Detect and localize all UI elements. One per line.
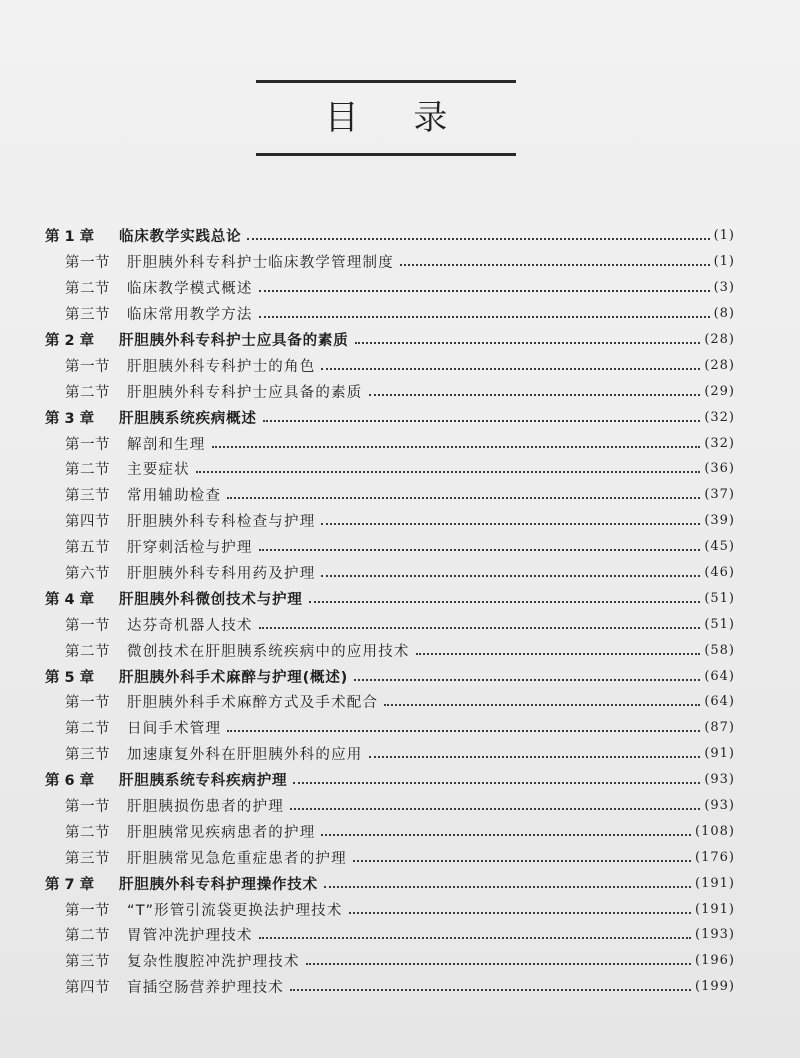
page-number: (93): [704, 798, 735, 814]
page-number: (196): [695, 953, 735, 969]
dot-leader: [259, 548, 701, 551]
dot-leader: [290, 807, 700, 810]
toc-section-entry: [45, 844, 735, 870]
section-number: 第五节: [65, 540, 110, 557]
section-title: 肝胆胰常见急危重症患者的护理: [127, 850, 347, 867]
dot-leader: [247, 237, 709, 240]
chapter-title: 临床教学实践总论: [119, 229, 242, 246]
section-title: 主要症状: [127, 462, 190, 479]
toc-section-entry: [45, 896, 735, 922]
dot-leader: [259, 315, 710, 318]
page-number: (1): [713, 228, 735, 244]
dot-leader: [416, 652, 701, 655]
chapter-number: 第 7 章: [45, 876, 95, 893]
toc-chapter-entry: [45, 767, 735, 793]
toc-section-entry: [45, 611, 735, 637]
toc-chapter-entry: [45, 663, 735, 689]
section-title: 肝胆胰外科专科护士临床教学管理制度: [127, 255, 394, 272]
dot-leader: [321, 522, 700, 525]
section-title: 肝胆胰外科专科用药及护理: [127, 566, 316, 583]
section-title: 临床常用教学方法: [127, 307, 253, 324]
section-number: 第三节: [65, 488, 110, 505]
section-number: 第一节: [65, 695, 110, 712]
section-title: 微创技术在肝胆胰系统疾病中的应用技术: [127, 643, 410, 660]
dot-leader: [259, 289, 710, 292]
toc-section-entry: [45, 689, 735, 715]
toc-section-entry: [45, 482, 735, 508]
section-title: 加速康复外科在肝胆胰外科的应用: [127, 747, 363, 764]
dot-leader: [355, 341, 701, 344]
dot-leader: [349, 911, 691, 914]
page-title: 目 录: [324, 98, 470, 138]
title-top-rule: [256, 80, 516, 83]
page-number: (91): [704, 746, 735, 762]
page-number: (199): [695, 979, 735, 995]
table-of-contents: [45, 223, 735, 1000]
toc-section-entry: [45, 948, 735, 974]
section-title: 肝胆胰外科手术麻醉方式及手术配合: [127, 695, 379, 712]
toc-section-entry: [45, 793, 735, 819]
section-title: 临床教学模式概述: [127, 281, 253, 298]
toc-section-entry: [45, 741, 735, 767]
section-number: 第二节: [65, 281, 110, 298]
dot-leader: [263, 419, 701, 422]
page-number: (45): [704, 539, 735, 555]
section-title: 达芬奇机器人技术: [127, 617, 253, 634]
section-title: 解剖和生理: [127, 436, 206, 453]
toc-section-entry: [45, 818, 735, 844]
toc-chapter-entry: [45, 585, 735, 611]
section-number: 第二节: [65, 462, 110, 479]
section-title: 肝穿刺活检与护理: [127, 540, 253, 557]
dot-leader: [290, 988, 691, 991]
page-number: (51): [704, 590, 735, 606]
section-number: 第一节: [65, 799, 110, 816]
section-title: 肝胆胰损伤患者的护理: [127, 799, 284, 816]
dot-leader: [309, 600, 701, 603]
page-number: (46): [704, 565, 735, 581]
page-number: (64): [704, 694, 735, 710]
toc-section-entry: [45, 508, 735, 534]
toc-section-entry: [45, 534, 735, 560]
section-number: 第三节: [65, 850, 110, 867]
page-number: (108): [695, 823, 735, 839]
dot-leader: [259, 936, 691, 939]
chapter-number: 第 5 章: [45, 669, 95, 686]
page-number: (87): [704, 720, 735, 736]
toc-chapter-entry: [45, 404, 735, 430]
section-number: 第一节: [65, 617, 110, 634]
section-number: 第一节: [65, 358, 110, 375]
page-number: (3): [713, 280, 735, 296]
page-number: (1): [713, 254, 735, 270]
page-number: (51): [704, 616, 735, 632]
page-number: (58): [704, 642, 735, 658]
section-title: 盲插空肠营养护理技术: [127, 980, 284, 997]
toc-chapter-entry: [45, 223, 735, 249]
dot-leader: [369, 755, 701, 758]
section-title: 胃管冲洗护理技术: [127, 928, 253, 945]
dot-leader: [321, 574, 700, 577]
toc-section-entry: [45, 922, 735, 948]
section-title: 肝胆胰常见疾病患者的护理: [127, 824, 316, 841]
section-number: 第三节: [65, 954, 110, 971]
toc-section-entry: [45, 637, 735, 663]
dot-leader: [321, 833, 691, 836]
section-title: 肝胆胰外科专科护士的角色: [127, 358, 316, 375]
toc-section-entry: [45, 715, 735, 741]
section-number: 第四节: [65, 980, 110, 997]
dot-leader: [369, 393, 701, 396]
dot-leader: [196, 470, 701, 473]
page-number: (176): [695, 849, 735, 865]
dot-leader: [212, 445, 701, 448]
toc-section-entry: [45, 378, 735, 404]
dot-leader: [259, 626, 701, 629]
section-number: 第二节: [65, 721, 110, 738]
page-number: (29): [704, 383, 735, 399]
dot-leader: [227, 496, 700, 499]
section-number: 第四节: [65, 514, 110, 531]
page-number: (28): [704, 332, 735, 347]
page-number: (191): [695, 901, 735, 917]
dot-leader: [400, 263, 710, 266]
section-title: 肝胆胰外科专科护士应具备的素质: [127, 384, 363, 401]
section-title: “T”形管引流袋更换法护理技术: [127, 902, 343, 919]
title-block: [256, 80, 516, 156]
title-bottom-rule: [256, 153, 516, 156]
section-number: 第三节: [65, 747, 110, 764]
dot-leader: [354, 678, 700, 681]
chapter-title: 肝胆胰外科专科护士应具备的素质: [119, 333, 349, 349]
dot-leader: [306, 962, 691, 965]
toc-chapter-entry: [45, 327, 735, 353]
chapter-title: 肝胆胰外科微创技术与护理: [119, 591, 303, 608]
section-number: 第一节: [65, 255, 110, 272]
toc-section-entry: [45, 560, 735, 586]
section-title: 复杂性腹腔冲洗护理技术: [127, 954, 300, 971]
dot-leader: [384, 703, 700, 706]
chapter-number: 第 6 章: [45, 773, 95, 790]
page-number: (32): [704, 435, 735, 451]
chapter-title: 肝胆胰系统疾病概述: [119, 410, 257, 427]
page-number: (28): [704, 357, 735, 373]
page-number: (8): [713, 306, 735, 322]
chapter-number: 第 1 章: [45, 229, 95, 246]
dot-leader: [293, 781, 700, 784]
section-title: 日间手术管理: [127, 721, 222, 738]
chapter-title: 肝胆胰系统专科疾病护理: [119, 773, 288, 790]
page-number: (36): [704, 461, 735, 477]
chapter-number: 第 3 章: [45, 410, 95, 427]
section-title: 肝胆胰外科专科检查与护理: [127, 514, 316, 531]
page-number: (193): [695, 927, 735, 943]
dot-leader: [321, 367, 700, 370]
chapter-number: 第 2 章: [45, 333, 95, 349]
section-number: 第二节: [65, 643, 110, 660]
toc-chapter-entry: [45, 870, 735, 896]
page-number: (37): [704, 487, 735, 503]
section-title: 常用辅助检查: [127, 488, 222, 505]
toc-section-entry: [45, 352, 735, 378]
dot-leader: [324, 885, 691, 888]
dot-leader: [353, 859, 691, 862]
toc-section-entry: [45, 275, 735, 301]
section-number: 第二节: [65, 824, 110, 841]
dot-leader: [227, 729, 700, 732]
toc-section-entry: [45, 456, 735, 482]
section-number: 第六节: [65, 566, 110, 583]
toc-section-entry: [45, 249, 735, 275]
toc-section-entry: [45, 430, 735, 456]
toc-section-entry: [45, 974, 735, 1000]
page-number: (191): [695, 875, 735, 891]
section-number: 第三节: [65, 307, 110, 324]
chapter-title: 肝胆胰外科专科护理操作技术: [119, 876, 318, 893]
section-number: 第一节: [65, 436, 110, 453]
page-number: (93): [704, 772, 735, 788]
chapter-title: 肝胆胰外科手术麻醉与护理(概述): [119, 669, 349, 686]
section-number: 第一节: [65, 902, 110, 919]
chapter-number: 第 4 章: [45, 591, 95, 608]
page-number: (32): [704, 409, 735, 425]
section-number: 第二节: [65, 928, 110, 945]
page-number: (64): [704, 668, 735, 684]
page-number: (39): [704, 513, 735, 529]
toc-section-entry: [45, 301, 735, 327]
section-number: 第二节: [65, 384, 110, 401]
